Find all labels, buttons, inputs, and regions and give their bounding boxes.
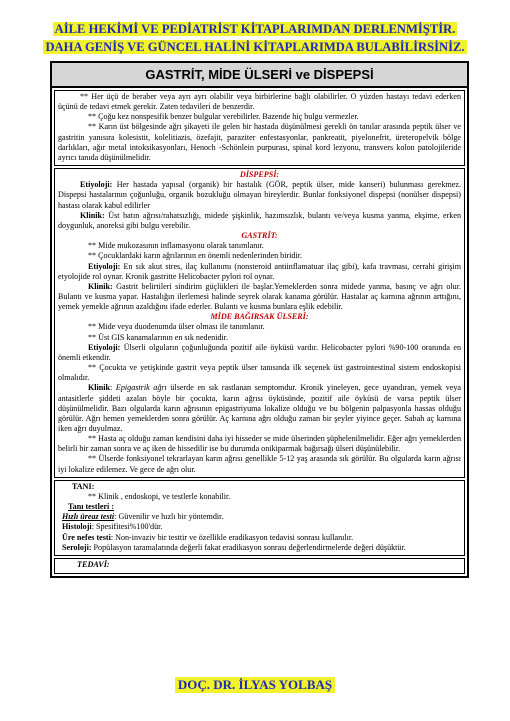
- banner-line-1: AİLE HEKİMİ VE PEDİATRİST KİTAPLARIMDAN DERLENMİŞTİR.: [54, 22, 456, 36]
- ulser-etiyoloji-text: Ülserli olguların çoğunluğunda pozitif aile öyküsü vardır. Helicobacter pylori %90-100 oranında en önemli etkendir.: [58, 342, 461, 362]
- dispepsi-klinik-label: Klinik:: [80, 210, 105, 220]
- main-section: [54, 168, 465, 478]
- dispepsi-etiyoloji-text: Her hastada yapısal (organik) bir hastalık (GÖR, peptik ülser, mide kanseri) bulunması gerekmez. Dispepsi hastalarının çoğunluğu, organik bozukluğu olmayan bireylerdir. Bunlar fonksiyonel dispepsi (nonülser dispepsi) hastası olarak kabul edilirler: [58, 180, 461, 210]
- dispepsi-etiyoloji: [58, 180, 461, 210]
- tani-histoloji-text: : Spesifitesi%100'dür.: [91, 522, 163, 532]
- ulser-klinik-colon: :: [110, 383, 113, 393]
- dispepsi-klinik: [58, 211, 461, 231]
- tani-seroloji-label: Seroloji:: [62, 542, 92, 552]
- ulser-klinik-text: ülserde en sık rastlanan semptomdur. Kronik yineleyen, gece uyandıran, yemek veya antasitlerle şiddeti azalan böyle bir çocukta, karın ağrısı öyküsünde, pozitif aile öyküsü de varsa peptik ülser düşünülmelidir. Bazı olgularda karın ağrısının epigastriyuma lokalize olduğu ve bu bölgenin palpasyonla hassas olduğu görülür. Ağrı hemen yemeklerden sonra görülür. Aç karnına ağrı olduğu zaman bir şeyler yiyince geçer. Sabah aç karnına iken ağrı duyulmaz.: [58, 383, 462, 433]
- tani-paragraph-1: ** Klinik , endoskopi, ve testlerle konabilir.: [88, 491, 231, 501]
- gastrit-paragraph-2: ** Çocuklardaki karın ağrılarının en önemli nedenlerinden biridir.: [88, 251, 302, 261]
- tani-heading: TANI:: [72, 481, 95, 491]
- tedavi-heading: TEDAVİ:: [77, 559, 110, 569]
- gastrit-paragraph-1: ** Mide mukozasının inflamasyonu olarak tanımlanır.: [88, 241, 264, 251]
- ulser-klinik: [58, 383, 461, 434]
- tani-nefes-text: : Non-invaziv bir testtir ve özellikle eradikasyon tedavisi sonrası kullanılır.: [110, 532, 354, 542]
- tani-nefes-label: Üre nefes testi: [62, 532, 111, 542]
- intro-paragraph-1: ** Her üçü de beraber veya ayrı ayrı olabilir veya birbirlerine bağlı olabilirler. O yüzden hastayı tedavi ederken üçünü de tedavi etmek gerekir. Zaten tedavileri de benzerdir.: [58, 92, 461, 112]
- ulser-heading: MİDE BAĞIRSAK ÜLSERİ:: [210, 312, 309, 322]
- footer-banner: [0, 676, 510, 694]
- intro-paragraph-3: ** Karın üst bölgesinde ağrı şikayeti ile gelen bir hastada düşünülmesi gerekli ön tanılar arasında peptik ülser ve gastritin yanısıra kolesistit, kolelitiazis, özefajit, paraziter enfestasyonlar, pankreatit, piyelonefrit, üreteropelvik bölge darlıkları, ağır metal intoksikasyonları, Henoch -Schönlein purpurası, spinal kord lezyonu, transvers kolon patolojileride ayrıcı tanıda düşünülmelidir.: [58, 122, 461, 162]
- ulser-paragraph-4: ** Hasta aç olduğu zaman kendisini daha iyi hisseder se mide ülserinden şüphelenilmelidir. Eğer ağrı yemeklerden belirli bir zaman sonra ve aç iken de hissedilir ise bu durumda onikiparmak bağırsağı ülseri düşünülebilir.: [58, 434, 461, 454]
- ulser-paragraph-1: ** Mide veya duodenumda ülser olması ile tanımlanır.: [88, 322, 265, 332]
- dispepsi-heading: DİSPEPSİ:: [239, 170, 280, 180]
- gastrit-klinik-text: Gastrit belirtileri sindirim güçlükleri ile başlar.Yemeklerden sonra midede yanma, basınç ve ağrı olur. Bulantı ve kusma yapar. Hastalığın ilerlemesi halinde seyrek olarak kanama görülür. Hastalar aç karnına ağrının arttığını, yemek yemekle ağrının azaldığını ifade ederler. Bulantı ve kusma bunlara eşlik edebilir.: [58, 281, 461, 312]
- author-name: DOÇ. DR. İLYAS YOLBAŞ: [175, 677, 335, 693]
- tani-ureaz-label: Hızlı üreaz testi: [62, 512, 115, 522]
- tani-testler-heading: Tanı testleri :: [68, 502, 115, 512]
- tani-ureaz: [58, 512, 461, 522]
- ulser-paragraph-5: ** Ülserde fonksiyonel tekrarlayan karın ağrısı genellikle 5-12 yaş arasında sık görülür. Bu olgularda karın ağrısı iyi lokalize edilemez. Ve gece de ağrı olur.: [58, 454, 461, 474]
- ulser-etiyoloji: [58, 343, 461, 363]
- banner-line-2: DAHA GENİŞ VE GÜNCEL HALİNİ KİTAPLARIMDA BULABİLİRSİNİZ.: [45, 40, 465, 54]
- gastrit-klinik: [58, 282, 461, 312]
- tani-ureaz-text: : Güvenilir ve hızlı bir yöntemdir.: [114, 512, 224, 522]
- dispepsi-klinik-text: Üst batın ağrısı/rahatsızlığı, midede şişkinlik, hazımsızlık, bulantı ve/veya kusma yanma, ekşime, erken doygunluk, anoreksi gibi bulgu verebilir.: [58, 210, 461, 230]
- ulser-paragraph-3: ** Çocukta ve yetişkinde gastrit veya peptik ülser tanısında ilk seçenek üst gastrointestinal sistem endoskopisi olmalıdır.: [58, 363, 461, 383]
- content-frame: [50, 61, 469, 578]
- intro-section: [54, 90, 465, 166]
- tedavi-section: [54, 558, 465, 574]
- header-banner: [0, 20, 510, 56]
- tani-nefes: [58, 533, 461, 543]
- tani-histoloji: [58, 522, 461, 532]
- ulser-etiyoloji-label: Etiyoloji:: [88, 342, 121, 352]
- gastrit-etiyoloji-label: Etiyoloji:: [88, 261, 121, 271]
- tani-seroloji: [58, 543, 461, 553]
- gastrit-etiyoloji-text: En sık akut stres, ilaç kullanımı (nonsteroid antiinflamatuar ilaç gibi), kafa travması, cerrahi girişim etyolojide rol oynar. Kronik gastritte Helicobacter pylori rol oynar.: [58, 261, 461, 281]
- ulser-paragraph-2: ** Üst GIS kanamalarının en sık nedenidir.: [88, 332, 229, 342]
- ulser-klinik-italic: Epigastrik ağrı: [112, 383, 167, 393]
- tani-histoloji-label: Histoloji: [62, 522, 92, 532]
- gastrit-etiyoloji: [58, 262, 461, 282]
- gastrit-heading: GASTRİT:: [241, 231, 278, 241]
- gastrit-klinik-label: Klinik:: [88, 281, 113, 291]
- intro-paragraph-2: ** Çoğu kez nonspesifik benzer bulgular verebilirler. Bazende hiç bulgu vermezler.: [88, 112, 359, 122]
- page-title: GASTRİT, MİDE ÜLSERİ ve DİSPEPSİ: [52, 63, 467, 88]
- ulser-klinik-label: Klinik: [88, 383, 111, 393]
- dispepsi-etiyoloji-label: Etiyoloji:: [80, 180, 113, 190]
- tani-seroloji-text: Popülasyon taramalarında değerli fakat eradikasyon sonrası değerlendirmelerde değeri düşüktür.: [91, 542, 406, 552]
- tani-section: [54, 480, 465, 556]
